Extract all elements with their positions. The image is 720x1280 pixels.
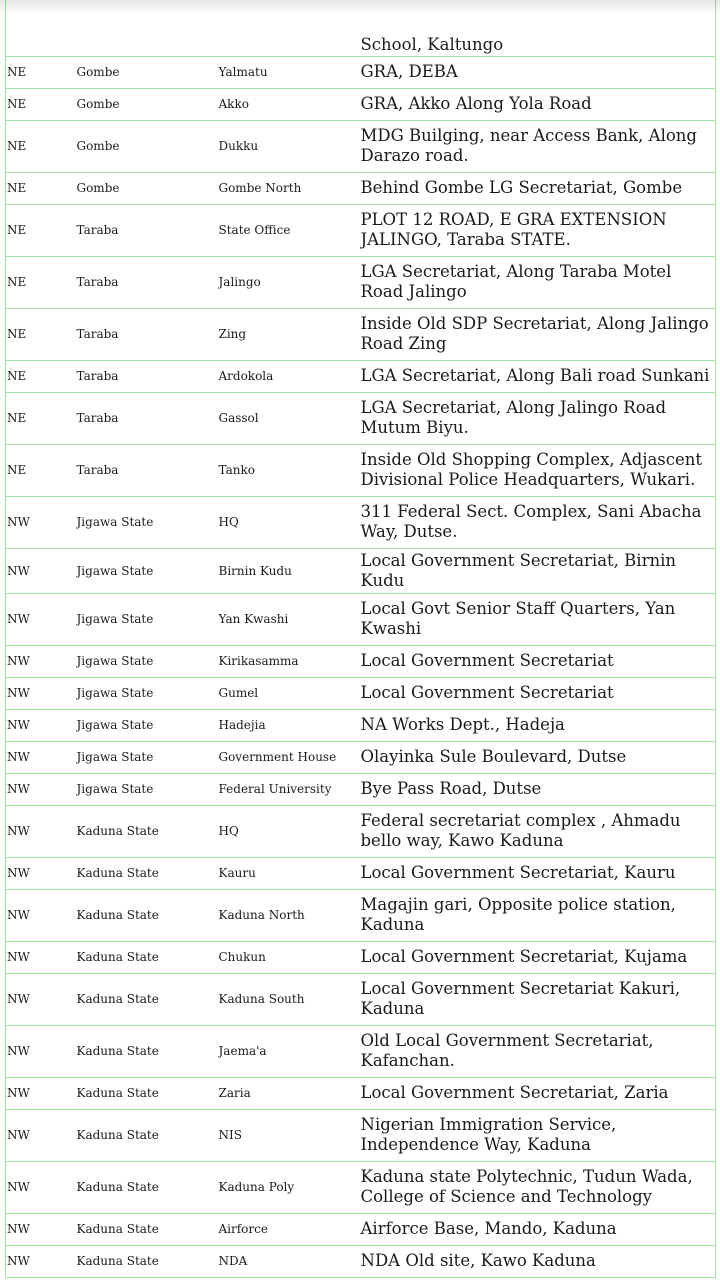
zone-cell: NW [7, 612, 30, 626]
office-cell: NDA [218, 1254, 248, 1268]
table-row [6, 120, 716, 172]
zone-cell: NW [7, 718, 30, 732]
address-cell: Nigerian Immigration Service, Independence Way, Kaduna [360, 1115, 617, 1154]
office-cell: Jalingo [218, 275, 261, 289]
address-cell: Local Government Secretariat, Kujama [360, 947, 688, 966]
table-row [6, 1109, 716, 1161]
office-cell: Kaduna South [218, 992, 305, 1006]
table-row [6, 1245, 716, 1277]
table-row [6, 941, 716, 973]
offices-table [5, 0, 716, 1278]
state-cell: Kaduna State [76, 1044, 159, 1058]
zone-cell: NW [7, 563, 30, 578]
office-cell: Yalmatu [218, 65, 268, 79]
table-row [6, 805, 716, 857]
zone-cell: NW [7, 1222, 30, 1236]
state-cell: Jigawa State [76, 750, 154, 764]
state-cell: Gombe [76, 65, 120, 79]
zone-cell: NE [7, 411, 27, 425]
address-cell: Local Government Secretariat, Zaria [360, 1083, 669, 1102]
table-row [6, 308, 716, 360]
office-cell: HQ [218, 515, 239, 529]
table-row [6, 392, 716, 444]
office-cell: Akko [218, 97, 249, 111]
zone-cell: NW [7, 908, 30, 922]
address-cell: Olayinka Sule Boulevard, Dutse [360, 747, 627, 766]
office-cell: Zaria [218, 1086, 251, 1100]
table-row [6, 593, 716, 645]
table-row [6, 1161, 716, 1213]
zone-cell: NE [7, 369, 27, 383]
state-cell: Jigawa State [76, 686, 154, 700]
state-cell: Gombe [76, 181, 120, 195]
address-cell: Federal secretariat complex , Ahmadu bello way, Kawo Kaduna [360, 811, 681, 850]
state-cell: Taraba [76, 327, 119, 341]
office-cell: Airforce [218, 1222, 268, 1236]
office-cell: HQ [218, 824, 239, 838]
office-cell: Kaduna North [218, 908, 305, 922]
address-cell: Local Government Secretariat, Kauru [360, 863, 676, 882]
state-cell: Jigawa State [76, 654, 154, 668]
table-row [6, 889, 716, 941]
office-cell: State Office [218, 223, 291, 237]
state-cell: Kaduna State [76, 950, 159, 964]
offices-table-body [6, 0, 716, 1277]
table-row [6, 256, 716, 308]
address-cell: Local Government Secretariat [360, 683, 614, 702]
address-cell: School, Kaltungo [360, 34, 504, 54]
office-cell: Dukku [218, 139, 259, 153]
state-cell: Kaduna State [76, 908, 159, 922]
state-cell: Taraba [76, 411, 119, 425]
address-cell: MDG Builging, near Access Bank, Along Darazo road. [360, 126, 697, 165]
table-row [6, 857, 716, 889]
state-cell: Kaduna State [76, 992, 159, 1006]
zone-cell: NW [7, 750, 30, 764]
table-row [6, 496, 716, 548]
office-cell: Tanko [218, 463, 255, 477]
office-cell: Government House [218, 750, 337, 764]
state-cell: Jigawa State [76, 718, 154, 732]
address-cell: NDA Old site, Kawo Kaduna [360, 1251, 596, 1270]
zone-cell: NW [7, 824, 30, 838]
address-cell: NA Works Dept., Hadeja [360, 715, 565, 734]
office-cell: Ardokola [218, 369, 274, 383]
state-cell: Kaduna State [76, 1086, 159, 1100]
state-cell: Jigawa State [76, 563, 154, 578]
table-row [6, 973, 716, 1025]
state-cell: Kaduna State [76, 1180, 159, 1194]
zone-cell: NW [7, 515, 30, 529]
address-cell: Local Government Secretariat Kakuri, Kaduna [360, 979, 681, 1018]
address-cell: LGA Secretariat, Along Taraba Motel Road Jalingo [360, 262, 672, 301]
table-row [6, 444, 716, 496]
state-cell: Kaduna State [76, 1128, 159, 1142]
office-cell: Kauru [218, 866, 256, 880]
office-cell: Kaduna Poly [218, 1180, 295, 1194]
state-cell: Gombe [76, 97, 120, 111]
office-cell: Hadejia [218, 718, 266, 732]
address-cell: Bye Pass Road, Dutse [360, 779, 542, 798]
office-cell: Kirikasamma [218, 654, 299, 668]
office-cell: Gombe North [218, 181, 302, 195]
address-cell: LGA Secretariat, Along Bali road Sunkani [360, 366, 710, 385]
zone-cell: NW [7, 654, 30, 668]
office-cell: Gassol [218, 411, 259, 425]
office-cell: Yan Kwashi [218, 612, 289, 626]
table-row [6, 56, 716, 88]
zone-cell: NW [7, 866, 30, 880]
address-cell: Local Government Secretariat, Birnin Kudu [360, 550, 676, 590]
address-cell: Inside Old SDP Secretariat, Along Jalingo Road Zing [360, 314, 709, 353]
address-cell: Inside Old Shopping Complex, Adjascent Divisional Police Headquarters, Wukari. [360, 450, 703, 489]
state-cell: Kaduna State [76, 1222, 159, 1236]
table-row [6, 548, 716, 593]
table-row [6, 204, 716, 256]
address-cell: LGA Secretariat, Along Jalingo Road Mutum Biyu. [360, 398, 667, 437]
state-cell: Kaduna State [76, 824, 159, 838]
table-row [6, 773, 716, 805]
zone-cell: NW [7, 1180, 30, 1194]
address-cell: 311 Federal Sect. Complex, Sani Abacha Way, Dutse. [360, 502, 702, 541]
zone-cell: NE [7, 181, 27, 195]
office-cell: Zing [218, 327, 247, 341]
zone-cell: NW [7, 992, 30, 1006]
state-cell: Kaduna State [76, 866, 159, 880]
address-cell: Airforce Base, Mando, Kaduna [360, 1219, 617, 1238]
zone-cell: NW [7, 686, 30, 700]
address-cell: Behind Gombe LG Secretariat, Gombe [360, 178, 683, 197]
office-cell: Gumel [218, 686, 259, 700]
zone-cell: NE [7, 275, 27, 289]
zone-cell: NW [7, 1254, 30, 1268]
zone-cell: NE [7, 463, 27, 477]
table-row [6, 1213, 716, 1245]
address-cell: Local Govt Senior Staff Quarters, Yan Kwashi [360, 599, 676, 638]
zone-cell: NE [7, 139, 27, 153]
office-cell: Jaema'a [218, 1044, 267, 1058]
office-cell: Birnin Kudu [218, 563, 292, 578]
state-cell: Kaduna State [76, 1254, 159, 1268]
state-cell: Taraba [76, 275, 119, 289]
zone-cell: NE [7, 223, 27, 237]
table-row [6, 709, 716, 741]
table-row [6, 88, 716, 120]
state-cell: Taraba [76, 369, 119, 383]
table-row [6, 360, 716, 392]
table-row [6, 645, 716, 677]
zone-cell: NE [7, 97, 27, 111]
office-cell: Federal University [218, 782, 332, 796]
state-cell: Jigawa State [76, 515, 154, 529]
zone-cell: NE [7, 327, 27, 341]
state-cell: Jigawa State [76, 612, 154, 626]
address-cell: GRA, DEBA [360, 62, 458, 81]
top-edge-shadow [0, 0, 720, 14]
address-cell: Old Local Government Secretariat, Kafanchan. [360, 1031, 654, 1070]
address-cell: PLOT 12 ROAD, E GRA EXTENSION JALINGO, Taraba STATE. [360, 210, 667, 249]
address-cell: Kaduna state Polytechnic, Tudun Wada, College of Science and Technology [360, 1167, 693, 1206]
zone-cell: NE [7, 65, 27, 79]
table-row [6, 1077, 716, 1109]
zone-cell: NW [7, 1086, 30, 1100]
zone-cell: NW [7, 1128, 30, 1142]
zone-cell: NW [7, 950, 30, 964]
zone-cell: NW [7, 1044, 30, 1058]
zone-cell: NW [7, 782, 30, 796]
office-cell: NIS [218, 1128, 242, 1142]
address-cell: Local Government Secretariat [360, 651, 614, 670]
state-cell: Taraba [76, 463, 119, 477]
table-row [6, 1025, 716, 1077]
table-row [6, 741, 716, 773]
table-row [6, 172, 716, 204]
state-cell: Jigawa State [76, 782, 154, 796]
office-cell: Chukun [218, 950, 266, 964]
address-cell: Magajin gari, Opposite police station, Kaduna [360, 895, 676, 934]
table-row [6, 677, 716, 709]
address-cell: GRA, Akko Along Yola Road [360, 94, 592, 113]
state-cell: Gombe [76, 139, 120, 153]
state-cell: Taraba [76, 223, 119, 237]
